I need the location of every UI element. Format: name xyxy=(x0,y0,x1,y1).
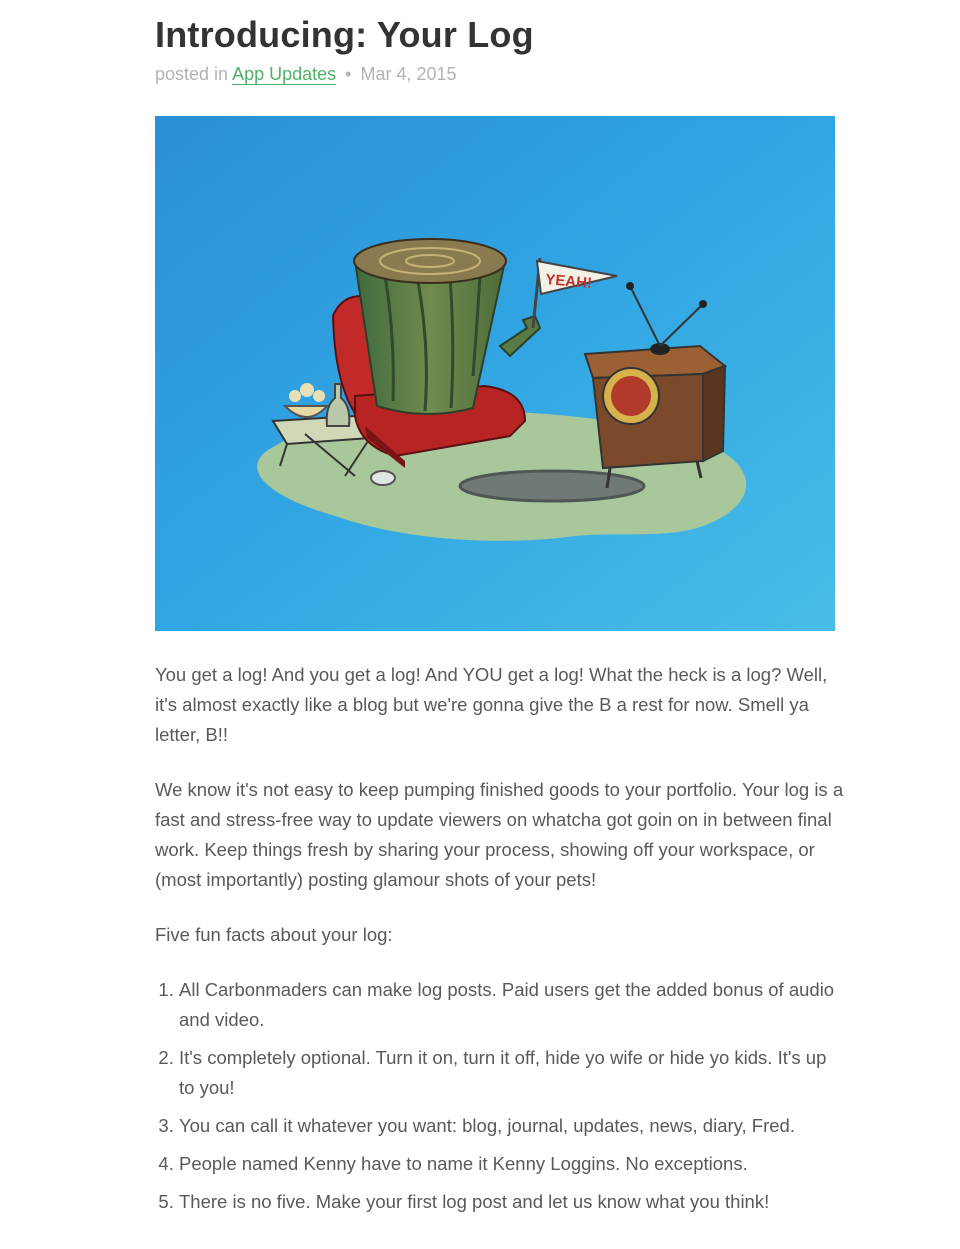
post-title: Introducing: Your Log xyxy=(155,14,534,55)
post-date: Mar 4, 2015 xyxy=(360,64,457,84)
post-meta xyxy=(155,64,457,85)
list-item: 5. There is no five. Make your first log post and let us know what you think! xyxy=(179,1187,845,1217)
post-body xyxy=(155,660,845,1225)
paragraph: Five fun facts about your log: xyxy=(155,924,393,945)
facts-list xyxy=(155,975,845,1217)
list-item: 3. You can call it whatever you want: blog, journal, updates, news, diary, Fred. xyxy=(179,1111,845,1141)
paragraph: You get a log! And you get a log! And YOU get a log! What the heck is a log? Well, it's almost exactly like a blog but we're gonna give the B a rest for now. Smell ya letter, B!! xyxy=(155,664,828,745)
meta-separator: • xyxy=(345,64,352,84)
list-item: 1. All Carbonmaders can make log posts. Paid users get the added bonus of audio and video. xyxy=(179,975,845,1035)
flag-text: YEAH! xyxy=(544,271,593,293)
paragraph: We know it's not easy to keep pumping finished goods to your portfolio. Your log is a fast and stress-free way to update viewers on whatcha got goin on in between final work. Keep things fresh by sharing your process, showing off your workspace, or (most importantly) posting glamour shots of your pets! xyxy=(155,779,844,890)
list-item: 4. People named Kenny have to name it Kenny Loggins. No exceptions. xyxy=(179,1149,845,1179)
category-link[interactable]: App Updates xyxy=(232,64,337,84)
list-item: 2. It's completely optional. Turn it on, turn it off, hide yo wife or hide yo kids. It's up to you! xyxy=(179,1043,845,1103)
posted-in-label: posted in xyxy=(155,64,229,84)
hero-image xyxy=(155,116,835,631)
